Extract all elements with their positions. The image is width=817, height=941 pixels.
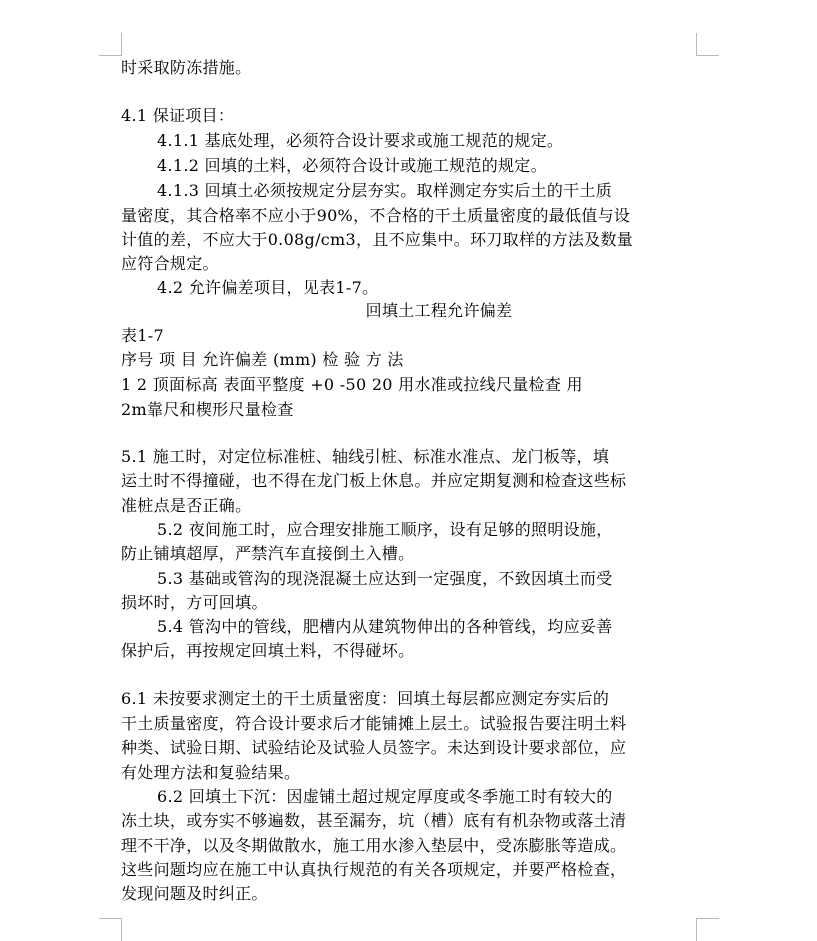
table-number: 表1-7 (121, 326, 164, 345)
text-line: 干土质量密度，符合设计要求后才能铺摊上层土。试验报告要注明土料 (121, 714, 627, 733)
text-line: 这些问题均应在施工中认真执行规范的有关各项规定，并要严格检查， (121, 860, 627, 879)
margin-mark-bottom-left (99, 918, 122, 941)
text-line: 量密度，其合格率不应小于90%，不合格的干土质量密度的最低值与设 (121, 206, 631, 225)
text-line: 4.2 允许偏差项目，见表1-7。 (157, 278, 379, 297)
section-heading: 4.1 保证项目： (121, 106, 235, 125)
text-line: 运土时不得撞碰，也不得在龙门板上休息。并应定期复测和检查这些标 (121, 471, 627, 490)
text-line: 发现问题及时纠正。 (121, 884, 268, 903)
table-title: 回填土工程允许偏差 (365, 301, 513, 320)
text-line: 4.1.3 回填土必须按规定分层夯实。取样测定夯实后土的干土质 (157, 181, 613, 200)
margin-mark-top-left (99, 33, 122, 56)
text-line: 5.1 施工时，对定位标准桩、轴线引桩、标准水准点、龙门板等，填 (121, 447, 610, 466)
text-line: 冻土块，或夯实不够遍数，甚至漏夯，坑（槽）底有有机杂物或落土清 (121, 811, 627, 830)
table-header: 序号 项 目 允许偏差 (mm) 检 验 方 法 (121, 350, 404, 369)
table-row: 1 2 顶面标高 表面平整度 +0 -50 20 用水准或拉线尺量检查 用 (121, 375, 583, 394)
text-line: 6.1 未按要求测定土的干土质量密度：回填土每层都应测定夯实后的 (121, 689, 610, 708)
text-line: 4.1.2 回填的土料，必须符合设计或施工规范的规定。 (157, 156, 547, 175)
text-line: 防止铺填超厚，严禁汽车直接倒土入槽。 (121, 544, 415, 563)
text-line: 种类、试验日期、试验结论及试验人员签字。未达到设计要求部位，应 (121, 738, 627, 757)
table-row: 2m靠尺和楔形尺量检查 (121, 400, 294, 419)
text-line: 损坏时，方可回填。 (121, 593, 268, 612)
text-line: 计值的差，不应大于0.08g/cm3，且不应集中。环刀取样的方法及数量 (121, 230, 634, 249)
text-line: 6.2 回填土下沉：因虚铺土超过规定厚度或冬季施工时有较大的 (157, 787, 613, 806)
text-line: 有处理方法和复验结果。 (121, 763, 301, 782)
text-line: 应符合规定。 (121, 254, 219, 273)
text-line: 4.1.1 基底处理，必须符合设计要求或施工规范的规定。 (157, 131, 564, 150)
text-line: 5.3 基础或管沟的现浇混凝土应达到一定强度，不致因填土而受 (157, 569, 613, 588)
margin-mark-top-right (696, 33, 719, 56)
text-line: 准桩点是否正确。 (121, 496, 252, 515)
text-line: 5.4 管沟中的管线，肥槽内从建筑物伸出的各种管线，均应妥善 (157, 617, 613, 636)
text-line: 保护后，再按规定回填土料，不得碰坏。 (121, 641, 415, 660)
margin-mark-bottom-right (696, 918, 719, 941)
text-line: 理不干净，以及冬期做散水，施工用水渗入垫层中，受冻膨胀等造成。 (121, 836, 627, 855)
text-line: 5.2 夜间施工时，应合理安排施工顺序，设有足够的照明设施， (157, 520, 613, 539)
text-line: 时采取防冻措施。 (121, 58, 252, 77)
